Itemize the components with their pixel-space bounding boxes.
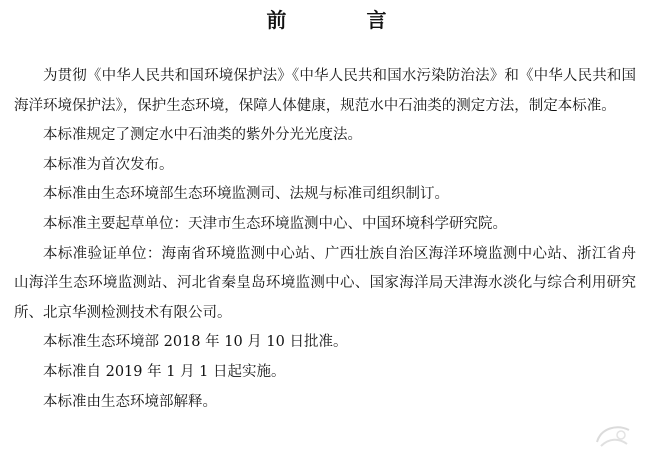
paragraph-verification-units: 本标准验证单位：海南省环境监测中心站、广西壮族自治区海洋环境监测中心站、浙江省舟山海洋生态环境监测站、河北省秦皇岛环境监测中心、国家海洋局天津海水淡化与综合利用研究所、北京华测检测技术有限公司。	[14, 245, 636, 321]
paragraph-drafting-units: 本标准主要起草单位：天津市生态环境监测中心、中国环境科学研究院。	[43, 215, 507, 232]
document-body	[14, 62, 636, 417]
faint-logo-icon	[591, 418, 635, 452]
page-title: 前 言	[266, 8, 417, 32]
paragraph-scope: 本标准规定了测定水中石油类的紫外分光光度法。	[43, 127, 362, 144]
paragraph-first-release: 本标准为首次发布。	[43, 156, 174, 173]
paragraph-interpretation: 本标准由生态环境部解释。	[43, 393, 217, 410]
paragraph-purpose: 为贯彻《中华人民共和国环境保护法》《中华人民共和国水污染防治法》和《中华人民共和国海洋环境保护法》，保护生态环境，保障人体健康，规范水中石油类的测定方法，制定本标准。	[14, 68, 636, 114]
paragraph-organizer: 本标准由生态环境部生态环境监测司、法规与标准司组织制订。	[43, 186, 449, 203]
paragraph-effective-date: 本标准自 2019 年 1 月 1 日起实施。	[43, 363, 286, 380]
paragraph-approval-date: 本标准生态环境部 2018 年 10 月 10 日批准。	[43, 334, 348, 351]
